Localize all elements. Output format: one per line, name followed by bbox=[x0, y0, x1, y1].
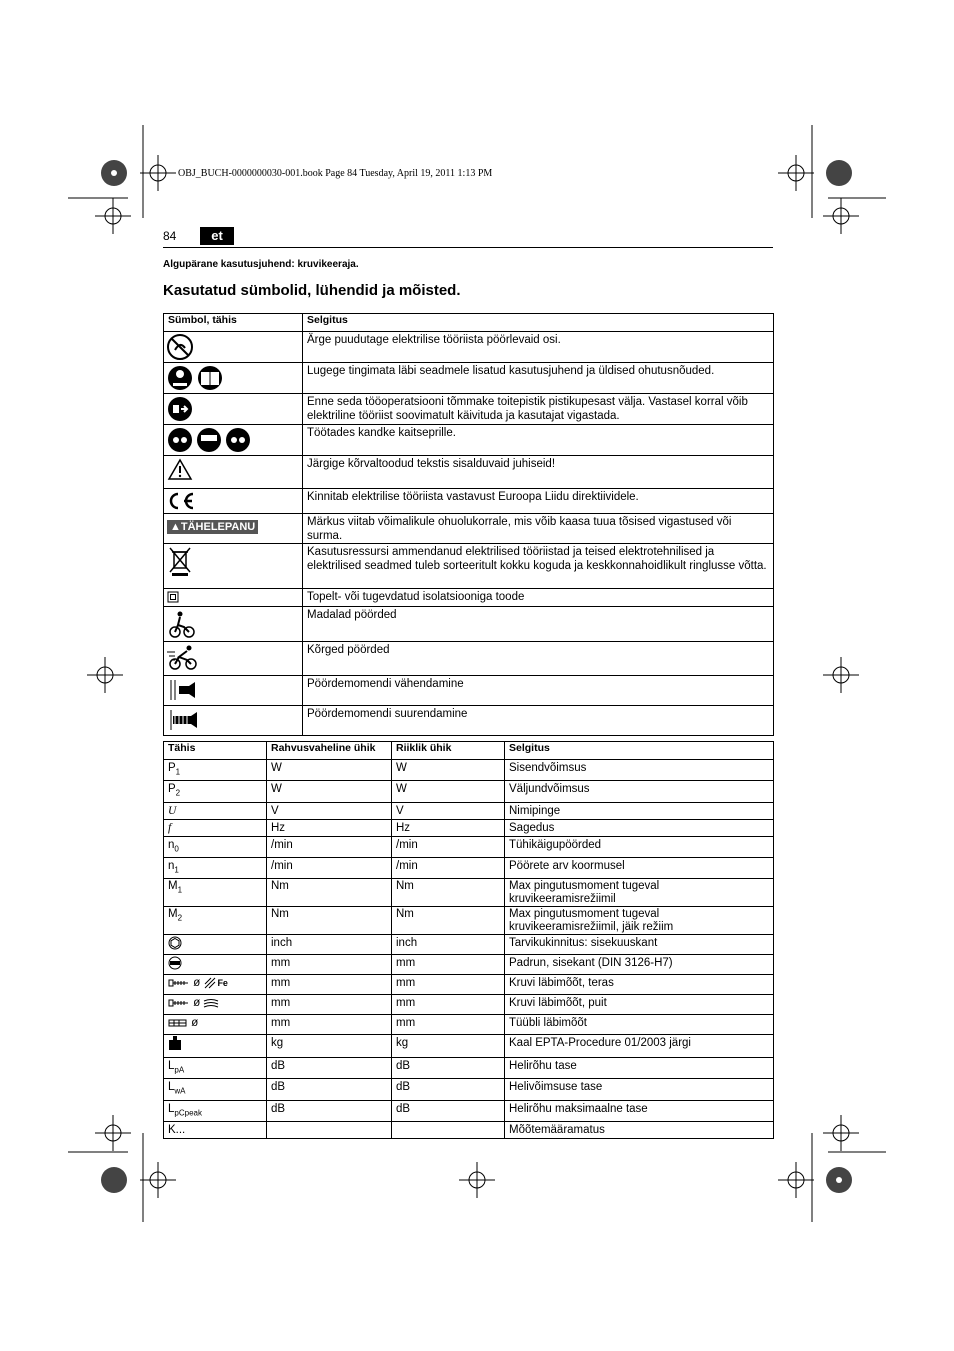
national-unit: mm bbox=[392, 995, 505, 1015]
intl-unit: inch bbox=[267, 935, 392, 955]
symbol-description: Kinnitab elektrilise tööriista vastavust Euroopa Liidu direktiividele. bbox=[303, 489, 774, 514]
table-row bbox=[164, 1035, 774, 1058]
national-unit: dB bbox=[392, 1100, 505, 1121]
national-unit bbox=[392, 1122, 505, 1139]
table-row bbox=[164, 1079, 774, 1100]
national-unit: mm bbox=[392, 955, 505, 975]
symbol-description: Madalad pöörded bbox=[303, 607, 774, 642]
table-row bbox=[164, 394, 774, 425]
national-unit: dB bbox=[392, 1058, 505, 1079]
table-row bbox=[164, 995, 774, 1015]
national-unit: /min bbox=[392, 857, 505, 878]
intl-unit: W bbox=[267, 781, 392, 802]
torque-increase-icon bbox=[167, 708, 201, 732]
table-row bbox=[164, 836, 774, 857]
ce-mark-icon bbox=[167, 491, 197, 511]
table-row bbox=[164, 544, 774, 589]
intl-unit: V bbox=[267, 802, 392, 819]
intl-unit: /min bbox=[267, 836, 392, 857]
protective-gear-icon bbox=[167, 427, 251, 453]
unit-symbol: $M_1$ bbox=[164, 879, 267, 907]
intl-unit: dB bbox=[267, 1058, 392, 1079]
unit-description: Tühikäigupöörded bbox=[505, 836, 774, 857]
hex-socket-icon bbox=[168, 936, 182, 950]
unit-description: Max pingutusmoment tugeval kruvikeeramisrežiimil, jäik režiim bbox=[505, 907, 774, 935]
unit-description: Kruvi läbimõõt, puit bbox=[505, 995, 774, 1015]
chuck-icon bbox=[168, 956, 182, 970]
unit-symbol bbox=[164, 955, 267, 975]
weight-icon bbox=[168, 1035, 182, 1051]
unit-symbol: K... bbox=[164, 1122, 267, 1139]
unit-description: Sisendvõimsus bbox=[505, 760, 774, 781]
unit-description: Max pingutusmoment tugeval kruvikeeramisrežiimil bbox=[505, 879, 774, 907]
unit-description: Mõõtemääramatus bbox=[505, 1122, 774, 1139]
unit-description: Kruvi läbimõõt, teras bbox=[505, 975, 774, 995]
unit-description: Padrun, sisekant (DIN 3126-H7) bbox=[505, 955, 774, 975]
table-row bbox=[164, 363, 774, 394]
screw-icon bbox=[168, 998, 190, 1008]
table-row bbox=[164, 907, 774, 935]
national-unit: Nm bbox=[392, 907, 505, 935]
intl-unit: /min bbox=[267, 857, 392, 878]
national-unit: W bbox=[392, 781, 505, 802]
warning-triangle-icon bbox=[167, 458, 193, 482]
table-row bbox=[164, 706, 774, 736]
national-unit: Hz bbox=[392, 819, 505, 836]
table-header-row bbox=[164, 314, 774, 332]
table-row bbox=[164, 802, 774, 819]
print-header: OBJ_BUCH-0000000030-001.book Page 84 Tuesday, April 19, 2011 1:13 PM bbox=[178, 168, 493, 179]
national-unit: inch bbox=[392, 935, 505, 955]
column-header: Rahvusvaheline ühik bbox=[267, 742, 392, 760]
unit-symbol: U bbox=[164, 802, 267, 819]
table-row bbox=[164, 332, 774, 363]
column-header: Riiklik ühik bbox=[392, 742, 505, 760]
table-row bbox=[164, 819, 774, 836]
table-header-row bbox=[164, 742, 774, 760]
table-row bbox=[164, 425, 774, 456]
units-table bbox=[163, 741, 774, 1139]
warning-badge-label: TÄHELEPANU bbox=[180, 521, 256, 533]
intl-unit: Hz bbox=[267, 819, 392, 836]
table-row bbox=[164, 1100, 774, 1121]
unit-symbol bbox=[164, 935, 267, 955]
national-unit: kg bbox=[392, 1035, 505, 1058]
unit-description: Väljundvõimsus bbox=[505, 781, 774, 802]
header-divider bbox=[163, 247, 773, 248]
unit-description: Nimipinge bbox=[505, 802, 774, 819]
warning-badge-icon: ▲TÄHELEPANU bbox=[167, 520, 258, 534]
table-row bbox=[164, 879, 774, 907]
symbol-description: Pöördemomendi suurendamine bbox=[303, 706, 774, 736]
unit-symbol: ø bbox=[164, 995, 267, 1015]
unit-description: Kaal EPTA-Procedure 01/2003 järgi bbox=[505, 1035, 774, 1058]
wood-icon bbox=[203, 997, 219, 1009]
unit-description: Tüübli läbimõõt bbox=[505, 1015, 774, 1035]
symbol-description: Pöördemomendi vähendamine bbox=[303, 676, 774, 706]
table-row bbox=[164, 760, 774, 781]
fast-cyclist-icon bbox=[167, 644, 199, 672]
dowel-icon bbox=[168, 1018, 188, 1028]
national-unit: mm bbox=[392, 1015, 505, 1035]
unit-symbol: ø Fe bbox=[164, 975, 267, 995]
unit-description: Helivõimsuse tase bbox=[505, 1079, 774, 1100]
unit-description: Sagedus bbox=[505, 819, 774, 836]
national-unit: /min bbox=[392, 836, 505, 857]
symbol-description: Topelt- või tugevdatud isolatsiooniga toode bbox=[303, 589, 774, 607]
column-header: Tähis bbox=[164, 742, 267, 760]
intl-unit: mm bbox=[267, 975, 392, 995]
column-header: Selgitus bbox=[303, 314, 774, 332]
symbols-table bbox=[163, 313, 774, 736]
table-row bbox=[164, 975, 774, 995]
read-manual-icon bbox=[167, 365, 223, 391]
unit-description: Helirõhu maksimaalne tase bbox=[505, 1100, 774, 1121]
table-row bbox=[164, 857, 774, 878]
intl-unit bbox=[267, 1122, 392, 1139]
unplug-icon bbox=[167, 396, 193, 422]
intl-unit: mm bbox=[267, 995, 392, 1015]
intl-unit: Nm bbox=[267, 907, 392, 935]
table-row bbox=[164, 1015, 774, 1035]
unit-symbol: $n_0$ bbox=[164, 836, 267, 857]
unit-description: Pöörete arv koormusel bbox=[505, 857, 774, 878]
unit-symbol: $M_2$ bbox=[164, 907, 267, 935]
page-number: 84 bbox=[163, 229, 177, 243]
symbol-description: Ärge puudutage elektrilise tööriista pöörlevaid osi. bbox=[303, 332, 774, 363]
intl-unit: W bbox=[267, 760, 392, 781]
language-badge: et bbox=[200, 227, 234, 245]
intl-unit: mm bbox=[267, 1015, 392, 1035]
intl-unit: mm bbox=[267, 955, 392, 975]
symbol-description: Enne seda tööoperatsiooni tõmmake toitepistik pistikupesast välja. Vastasel korral võib elektriline tööriist soovimatult käivituda ja kasutajat vigastada. bbox=[303, 394, 774, 425]
column-header: Sümbol, tähis bbox=[164, 314, 303, 332]
steel-icon bbox=[203, 976, 217, 990]
national-unit: Nm bbox=[392, 879, 505, 907]
table-row bbox=[164, 607, 774, 642]
column-header: Selgitus bbox=[505, 742, 774, 760]
unit-description: Helirõhu tase bbox=[505, 1058, 774, 1079]
intl-unit: Nm bbox=[267, 879, 392, 907]
torque-decrease-icon bbox=[167, 678, 199, 702]
symbol-description: Lugege tingimata läbi seadmele lisatud kasutusjuhend ja üldised ohutusnõuded. bbox=[303, 363, 774, 394]
table-row bbox=[164, 589, 774, 607]
table-row bbox=[164, 489, 774, 514]
symbol-description: Märkus viitab võimalikule ohuolukorrale, mis võib kaasa tuua tõsised vigastused või surma. bbox=[303, 514, 774, 544]
unit-symbol: $n_1$ bbox=[164, 857, 267, 878]
screw-icon bbox=[168, 978, 190, 988]
table-row bbox=[164, 456, 774, 489]
unit-symbol: $L_{pCpeak}$ bbox=[164, 1100, 267, 1121]
intl-unit: dB bbox=[267, 1100, 392, 1121]
unit-symbol: f bbox=[164, 819, 267, 836]
national-unit: W bbox=[392, 760, 505, 781]
unit-symbol: $P_1$ bbox=[164, 760, 267, 781]
weee-bin-icon bbox=[167, 546, 193, 576]
table-row bbox=[164, 642, 774, 676]
national-unit: V bbox=[392, 802, 505, 819]
symbol-description: Töötades kandke kaitseprille. bbox=[303, 425, 774, 456]
intl-unit: kg bbox=[267, 1035, 392, 1058]
double-insulation-icon bbox=[167, 591, 179, 603]
table-row bbox=[164, 676, 774, 706]
table-row bbox=[164, 955, 774, 975]
no-touch-rotating-icon bbox=[167, 334, 193, 360]
table-row bbox=[164, 1122, 774, 1139]
unit-symbol: $P_2$ bbox=[164, 781, 267, 802]
unit-symbol bbox=[164, 1035, 267, 1058]
symbol-description: Järgige kõrvaltoodud tekstis sisalduvaid juhiseid! bbox=[303, 456, 774, 489]
table-row bbox=[164, 514, 774, 544]
unit-symbol: ø bbox=[164, 1015, 267, 1035]
national-unit: mm bbox=[392, 975, 505, 995]
table-row bbox=[164, 935, 774, 955]
unit-symbol: $L_{wA}$ bbox=[164, 1079, 267, 1100]
intl-unit: dB bbox=[267, 1079, 392, 1100]
unit-symbol: $L_{pA}$ bbox=[164, 1058, 267, 1079]
table-row bbox=[164, 781, 774, 802]
symbol-description: Kõrged pöörded bbox=[303, 642, 774, 676]
unit-description: Tarvikukinnitus: sisekuuskant bbox=[505, 935, 774, 955]
national-unit: dB bbox=[392, 1079, 505, 1100]
document-subtitle: Algupärane kasutusjuhend: kruvikeeraja. bbox=[163, 259, 359, 270]
table-row bbox=[164, 1058, 774, 1079]
symbol-description: Kasutusressursi ammendanud elektrilised tööriistad ja teised elektrotehnilised ja elektrilised seadmed tuleb sorteeritult kokku koguda ja keskkonnahoidlikult ringlusse võtta. bbox=[303, 544, 774, 589]
section-title: Kasutatud sümbolid, lühendid ja mõisted. bbox=[163, 282, 461, 299]
steel-label: Fe bbox=[217, 978, 228, 989]
slow-cyclist-icon bbox=[167, 609, 197, 639]
